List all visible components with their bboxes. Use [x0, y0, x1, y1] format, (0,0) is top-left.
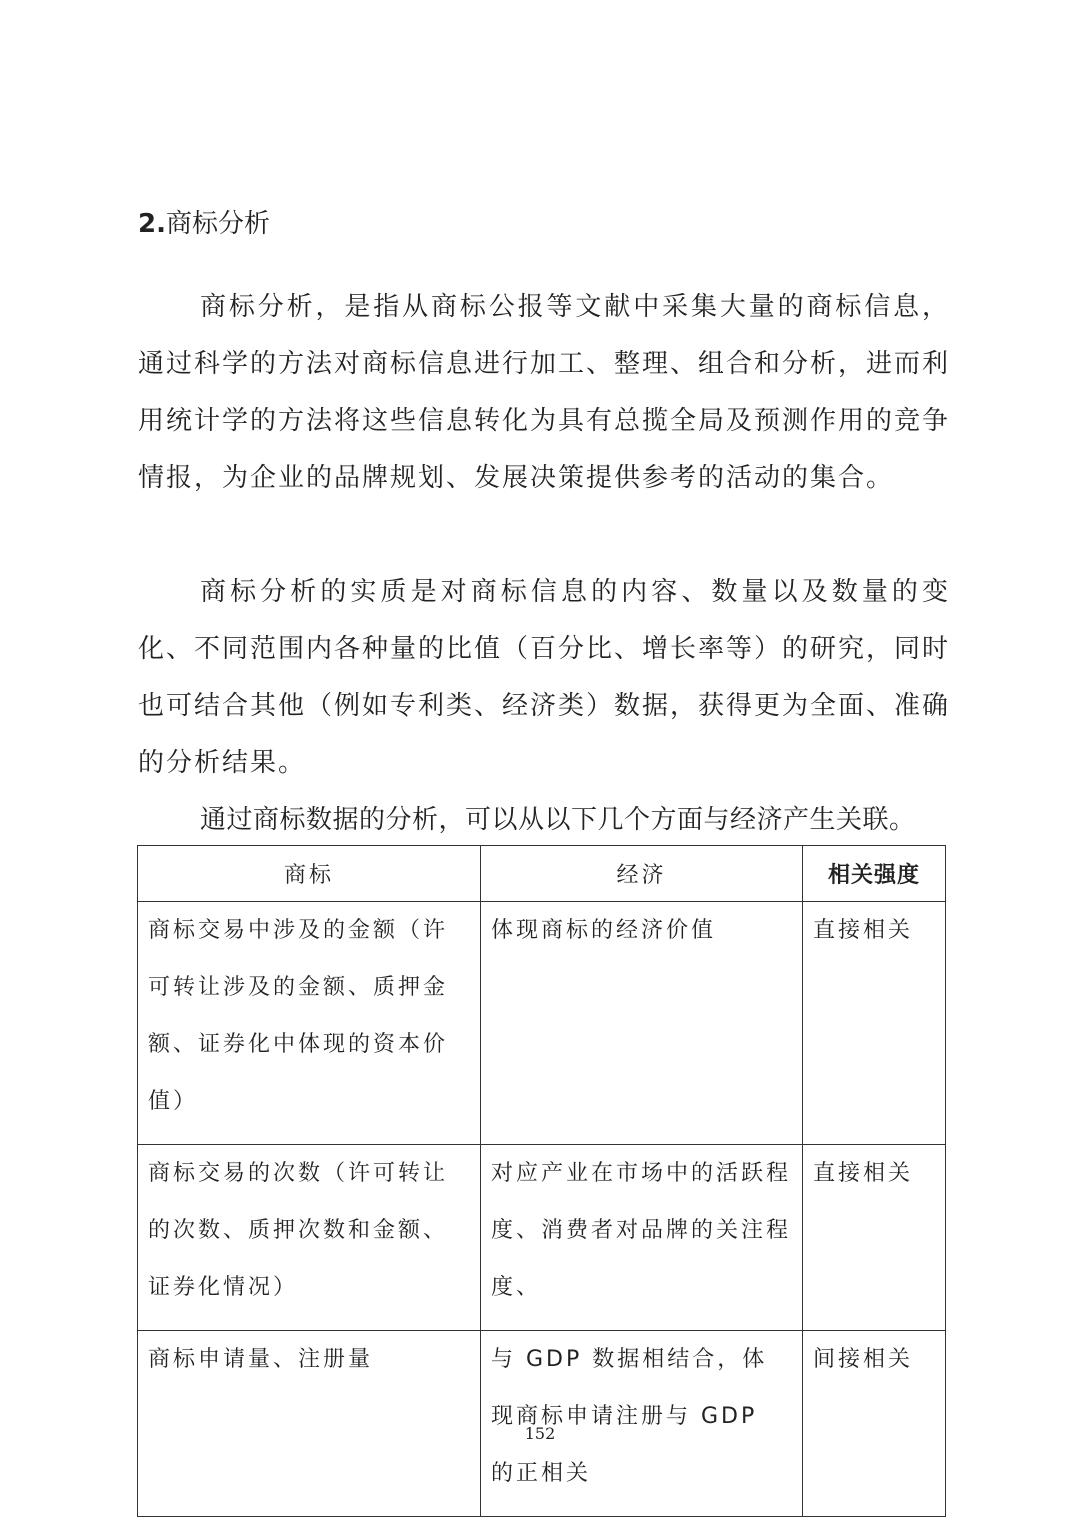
- header-trademark: 商标: [138, 846, 481, 902]
- cell-economy: [481, 1145, 803, 1331]
- cell-text: 体现商标的经济价值: [491, 918, 717, 943]
- table-header-row: [138, 846, 946, 902]
- header-economy: 经济: [481, 846, 803, 902]
- header-correlation: 相关强度: [803, 846, 946, 902]
- cell-text: 商标交易中涉及的金额（许可转让涉及的金额、质押金额、证券化中体现的资本价值）: [148, 918, 449, 1114]
- cell-text: 对应产业在市场中的活跃程度、消费者对品牌的关注程度、: [491, 1161, 792, 1300]
- page-number: 152: [524, 1424, 556, 1443]
- cell-text: 直接相关: [813, 1161, 914, 1186]
- section-heading: [138, 202, 270, 246]
- paragraph-intro-table: 通过商标数据的分析，可以从以下几个方面与经济产生关联。: [200, 805, 916, 835]
- cell-trademark: [138, 1145, 481, 1331]
- paragraph-essence: 商标分析的实质是对商标信息的内容、数量以及数量的变化、不同范围内各种量的比值（百分比、增长率等）的研究，同时也可结合其他（例如专利类、经济类）数据，获得更为全面、准确的分析结果。: [138, 577, 951, 778]
- section-title: 商标分析: [165, 209, 270, 239]
- trademark-economy-table: [137, 845, 946, 1517]
- cell-text: 与 GDP 数据相结合，体现商标申请注册与 GDP 的正相关: [491, 1347, 768, 1486]
- section-number: 2.: [138, 209, 166, 239]
- cell-correlation: [803, 902, 946, 1145]
- cell-correlation: [803, 1145, 946, 1331]
- table-row: [138, 1145, 946, 1331]
- cell-text: 直接相关: [813, 918, 914, 943]
- cell-trademark: [138, 902, 481, 1145]
- cell-text: 商标交易的次数（许可转让的次数、质押次数和金额、证券化情况）: [148, 1161, 449, 1300]
- paragraph-definition: 商标分析，是指从商标公报等文献中采集大量的商标信息，通过科学的方法对商标信息进行加工、整理、组合和分析，进而利用统计学的方法将这些信息转化为具有总揽全局及预测作用的竞争情报，为企业的品牌规划、发展决策提供参考的活动的集合。: [138, 292, 951, 493]
- cell-economy: [481, 902, 803, 1145]
- table-row: [138, 902, 946, 1145]
- cell-text: 商标申请量、注册量: [148, 1347, 374, 1372]
- cell-text: 间接相关: [813, 1347, 914, 1372]
